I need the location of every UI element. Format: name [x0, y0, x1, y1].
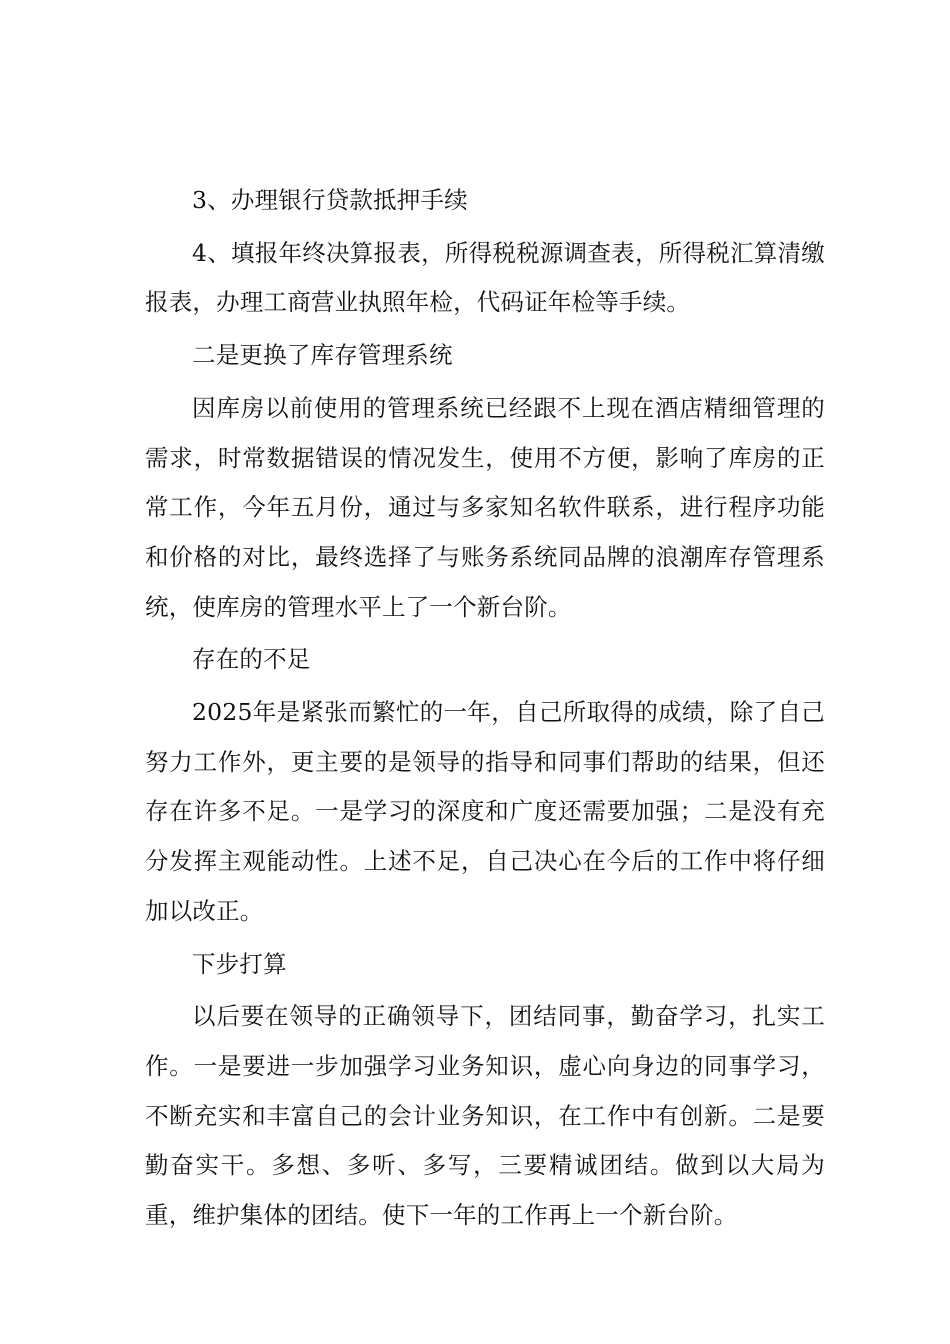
paragraph-item-4-reports: 4、填报年终决算报表，所得税税源调查表，所得税汇算清缴报表，办理工商营业执照年检，代码证年检等手续。 [145, 238, 825, 317]
paragraph-next-plan: 以后要在领导的正确领导下，团结同事，勤奋学习，扎实工作。一是要进一步加强学习业务知识，虚心向身边的同事学习，不断充实和丰富自己的会计业务知识，在工作中有创新。二是要勤奋实干。多想、多听、多写，三要精诚团结。做到以大局为重，维护集体的团结。使下一年的工作再上一个新台阶。 [145, 1002, 825, 1230]
paragraph-inventory-system: 因库房以前使用的管理系统已经跟不上现在酒店精细管理的需求，时常数据错误的情况发生，使用不方便，影响了库房的正常工作，今年五月份，通过与多家知名软件联系，进行程序功能和价格的对比，最终选择了与账务系统同品牌的浪潮库存管理系统，使库房的管理水平上了一个新台阶。 [145, 393, 825, 621]
paragraph-item-3-loan: 3、办理银行贷款抵押手续 [192, 186, 468, 214]
section-heading-next-plan: 下步打算 [192, 949, 287, 978]
section-heading-shortcomings: 存在的不足 [192, 645, 311, 674]
document-body [145, 176, 825, 1241]
paragraph-shortcomings: 2025年是紧张而繁忙的一年，自己所取得的成绩，除了自己努力工作外，更主要的是领导的指导和同事们帮助的结果，但还存在许多不足。一是学习的深度和广度还需要加强；二是没有充分发挥主观能动性。上述不足，自己决心在今后的工作中将仔细加以改正。 [145, 698, 825, 925]
section-heading-inventory-system: 二是更换了库存管理系统 [192, 341, 453, 370]
